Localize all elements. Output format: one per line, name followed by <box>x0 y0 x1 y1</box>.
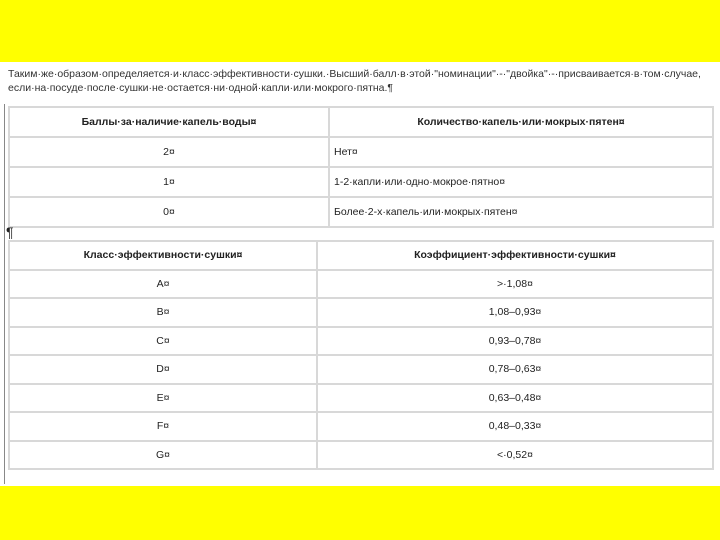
header-drops-count: Количество·капель·или·мокрых·пятен¤ <box>329 107 713 137</box>
header-coefficient: Коэффициент·эффективности·сушки¤ <box>317 241 713 270</box>
table-frame-left <box>4 104 5 484</box>
coefficient-cell: >·1,08¤ <box>317 270 713 299</box>
class-cell: B¤ <box>9 298 317 327</box>
drops-score-table <box>8 106 714 228</box>
coefficient-cell: 0,93–0,78¤ <box>317 327 713 356</box>
drops-cell: 1-2·капли·или·одно·мокрое·пятно¤ <box>329 167 713 197</box>
class-cell: G¤ <box>9 441 317 470</box>
table-row <box>9 270 713 299</box>
score-cell: 2¤ <box>9 137 329 167</box>
table-row <box>9 197 713 227</box>
table-row <box>9 137 713 167</box>
paragraph-mark: ¶ <box>6 224 14 240</box>
coefficient-cell: 1,08–0,93¤ <box>317 298 713 327</box>
table-row <box>9 327 713 356</box>
drops-cell: Более·2-х·капель·или·мокрых·пятен¤ <box>329 197 713 227</box>
drying-class-table <box>8 240 714 470</box>
header-score: Баллы·за·наличие·капель·воды¤ <box>9 107 329 137</box>
paragraph-line-1: Таким·же·образом·определяется·и·класс·эффективности·сушки.·Высший·балл·в·этой·"номинации"·-·"двойка"·-·присваивается·в·том·случае, <box>8 68 701 80</box>
score-cell: 0¤ <box>9 197 329 227</box>
class-cell: E¤ <box>9 384 317 413</box>
table-row <box>9 441 713 470</box>
class-cell: D¤ <box>9 355 317 384</box>
coefficient-cell: <·0,52¤ <box>317 441 713 470</box>
header-class: Класс·эффективности·сушки¤ <box>9 241 317 270</box>
class-cell: A¤ <box>9 270 317 299</box>
coefficient-cell: 0,48–0,33¤ <box>317 412 713 441</box>
table-header-row <box>9 241 713 270</box>
table-row <box>9 412 713 441</box>
coefficient-cell: 0,63–0,48¤ <box>317 384 713 413</box>
class-cell: C¤ <box>9 327 317 356</box>
document-page <box>0 62 720 486</box>
table-row <box>9 355 713 384</box>
table-header-row <box>9 107 713 137</box>
table-row <box>9 298 713 327</box>
coefficient-cell: 0,78–0,63¤ <box>317 355 713 384</box>
class-cell: F¤ <box>9 412 317 441</box>
paragraph-line-2: если·на·посуде·после·сушки·не·остается·ни·одной·капли·или·мокрого·пятна.¶ <box>8 82 394 94</box>
score-cell: 1¤ <box>9 167 329 197</box>
drops-cell: Нет¤ <box>329 137 713 167</box>
table-row <box>9 167 713 197</box>
table-row <box>9 384 713 413</box>
intro-paragraph <box>8 67 716 95</box>
